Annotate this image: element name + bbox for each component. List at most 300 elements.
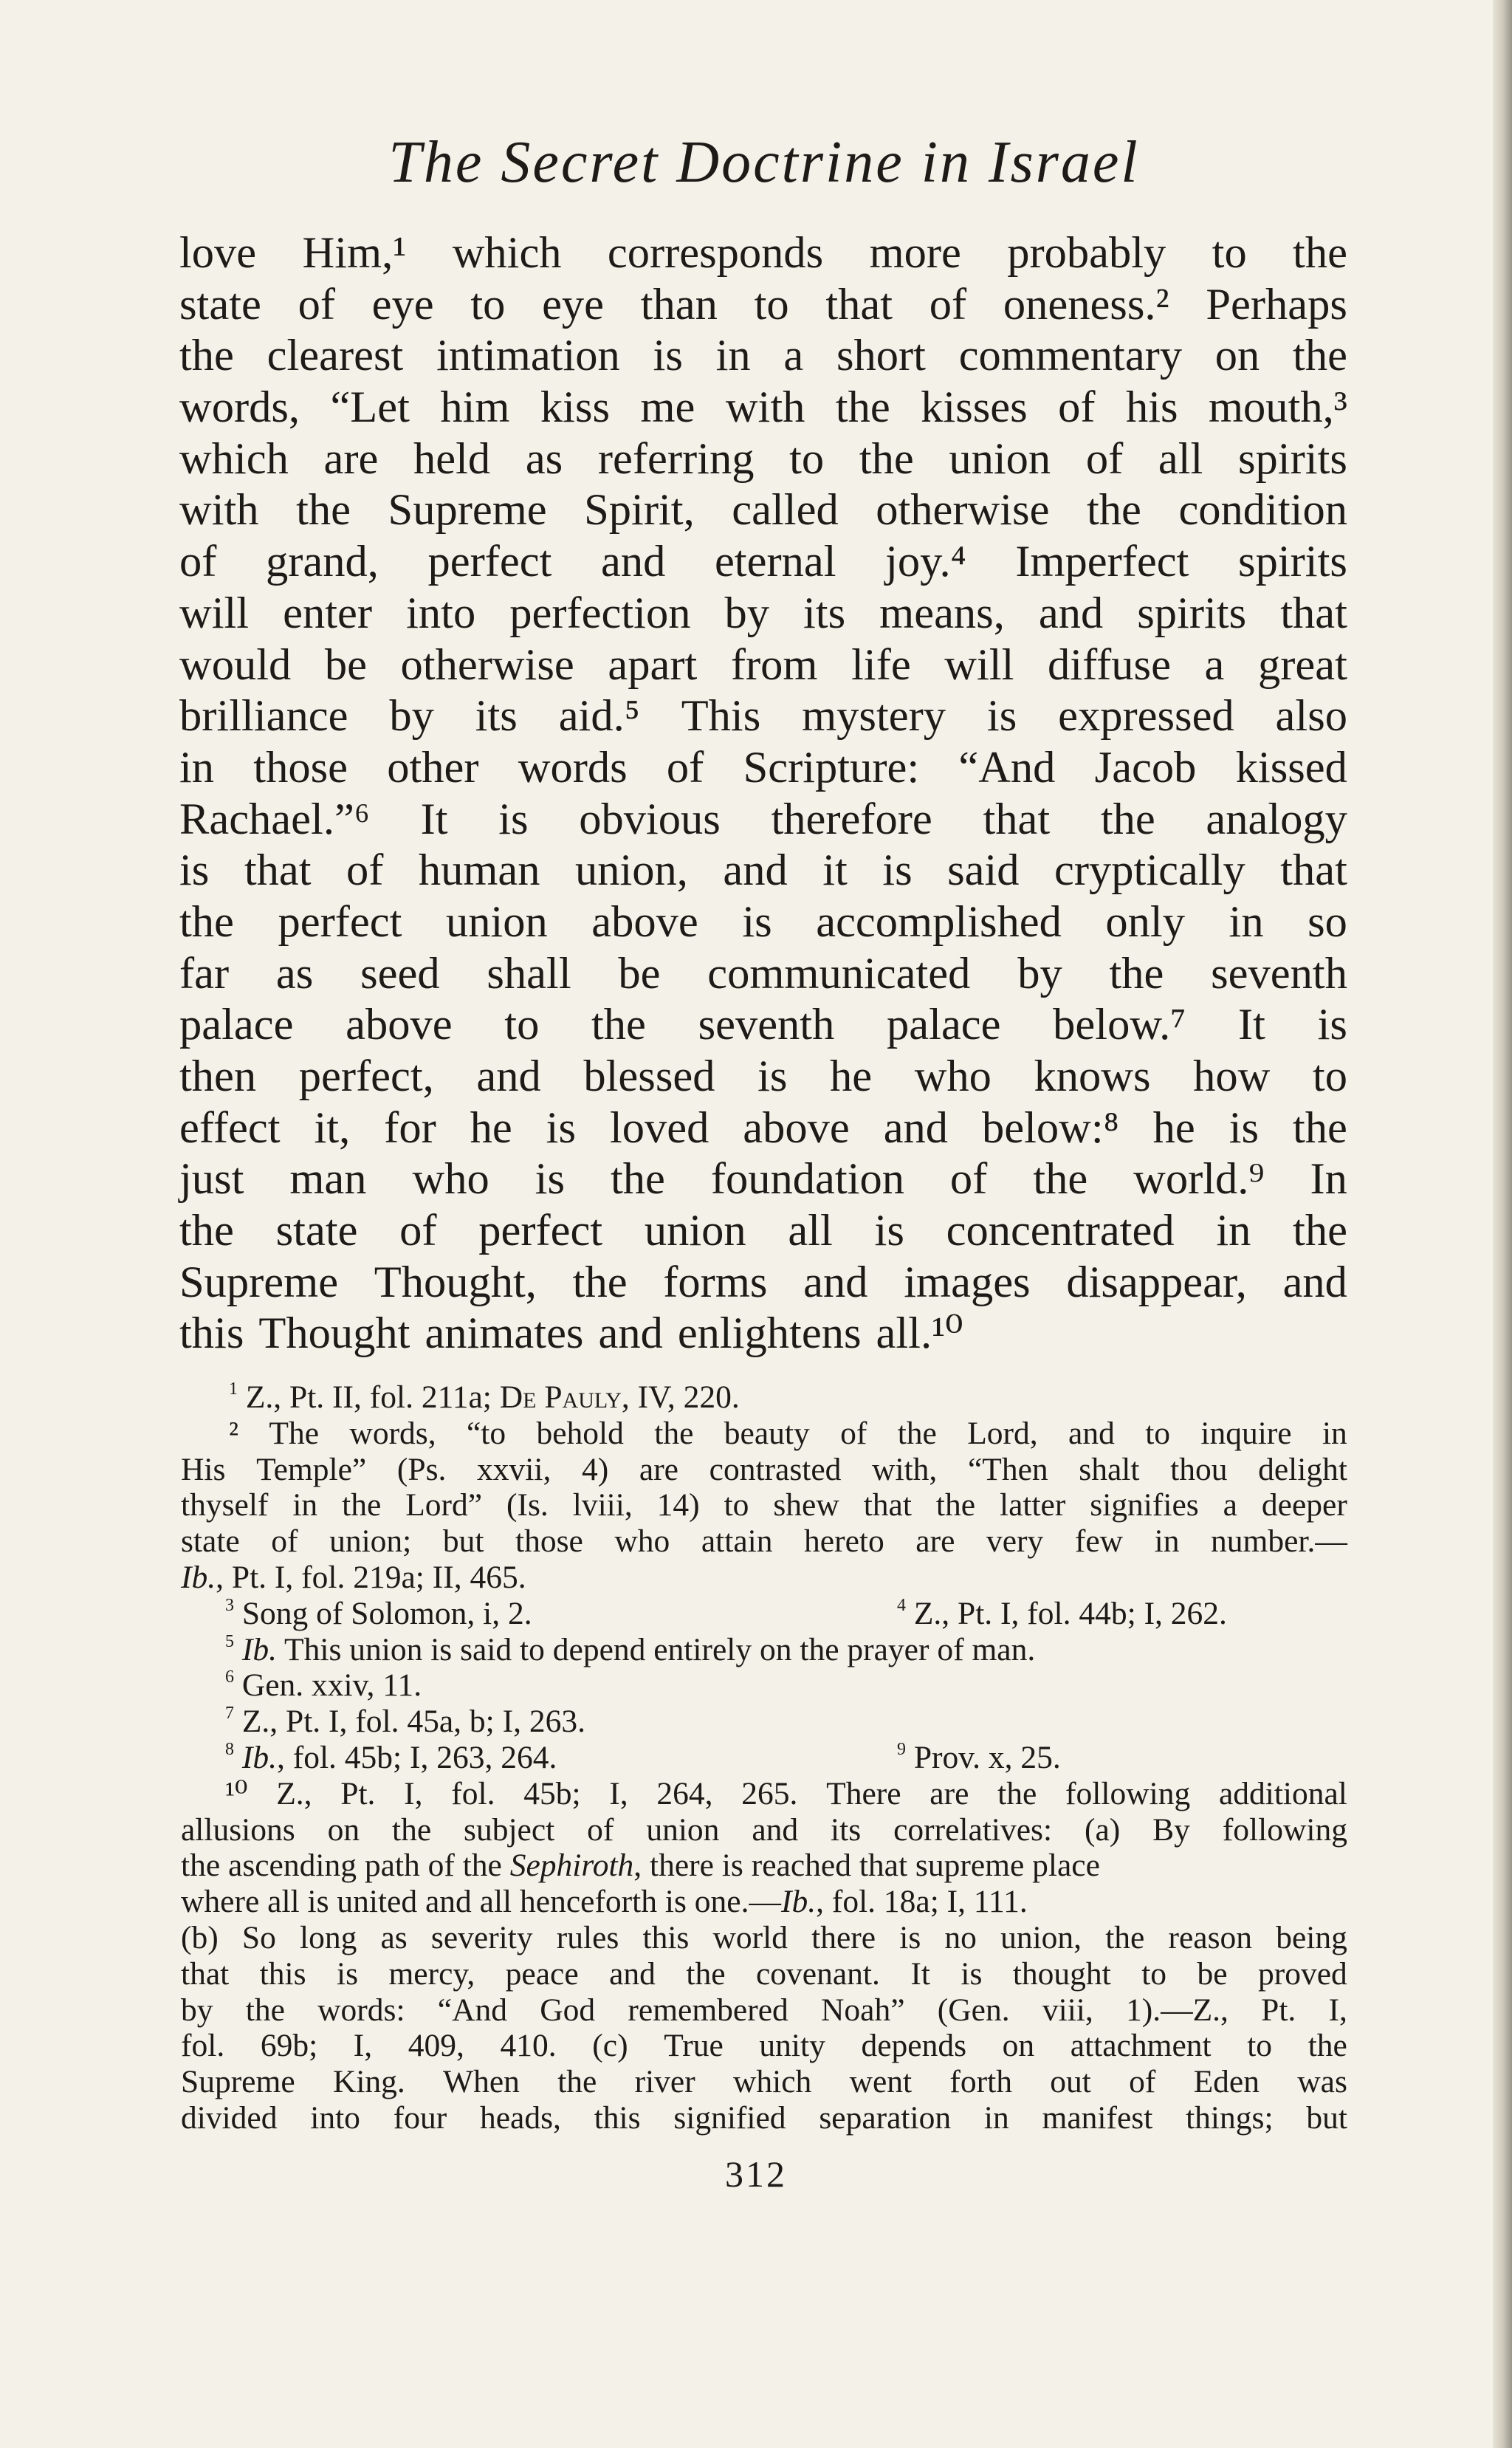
word: with: [725, 383, 805, 433]
word: and: [476, 1052, 541, 1101]
sephiroth-term: Sephiroth: [509, 1848, 634, 1884]
word: of: [840, 1415, 867, 1451]
word: otherwise: [876, 485, 1050, 535]
word: of: [929, 279, 967, 329]
text-line: [179, 896, 1347, 948]
word: he: [830, 1052, 873, 1101]
footnote-line: [181, 1452, 1347, 1488]
word: in: [715, 331, 751, 381]
footnote-10-line: [181, 1812, 1347, 1848]
word: of: [949, 1154, 988, 1204]
word: is: [546, 1103, 577, 1153]
word: intimation: [436, 331, 620, 381]
word: spirits: [1137, 588, 1247, 638]
word: behold: [536, 1415, 624, 1451]
word: In: [1310, 1154, 1347, 1204]
word: union,: [574, 846, 688, 896]
word: in: [1228, 896, 1264, 947]
word: reason: [1168, 1919, 1253, 1955]
footnote-6: $^6$ Gen. xxiv, 11.: [225, 1667, 422, 1704]
word: ¹⁰: [225, 1775, 248, 1811]
word: that: [1280, 588, 1347, 638]
word: is: [899, 1919, 921, 1955]
word: in: [1322, 1415, 1347, 1451]
word: The: [269, 1415, 320, 1451]
word: Lord”: [405, 1487, 483, 1523]
word: enlightens: [677, 1309, 862, 1359]
word: being: [1276, 1919, 1347, 1955]
word: the: [1100, 794, 1155, 844]
word: brilliance: [179, 691, 348, 741]
word: Noah”: [821, 1992, 905, 2028]
word: with: [179, 485, 259, 535]
word: accomplished: [816, 896, 1062, 947]
word: above: [346, 1000, 453, 1050]
word: all.¹⁰: [876, 1309, 963, 1359]
word: to: [1247, 2028, 1273, 2064]
word: following: [1065, 1775, 1191, 1811]
text-line: [179, 845, 1347, 896]
word: (b): [181, 1919, 219, 1955]
word: the: [1307, 2028, 1347, 2064]
word: as: [380, 1919, 408, 1955]
word: only: [1105, 896, 1185, 947]
word: but: [442, 1523, 484, 1560]
word: are: [639, 1451, 678, 1487]
word: to: [1145, 1415, 1171, 1451]
word: corresponds: [607, 228, 824, 278]
word: shew: [773, 1487, 839, 1523]
word: which: [179, 433, 289, 484]
word: of: [587, 1811, 614, 1848]
word: seed: [360, 948, 440, 998]
word: union,: [1000, 1919, 1082, 1955]
word: Thought: [258, 1309, 410, 1359]
word: divided: [181, 2099, 278, 2136]
word: how: [1193, 1052, 1271, 1101]
word: of: [179, 537, 217, 587]
word: held: [413, 433, 491, 484]
text-line: [179, 1205, 1347, 1257]
word: beauty: [724, 1415, 810, 1451]
word: rules: [556, 1919, 619, 1955]
word: deeper: [1261, 1487, 1347, 1523]
word: great: [1257, 640, 1347, 690]
word: I,: [404, 1775, 423, 1811]
word: Perhaps: [1206, 279, 1347, 329]
word: are: [915, 1523, 955, 1560]
word: to: [1141, 1955, 1167, 1992]
footnote-10-line: the ascending path of the Sephiroth, there is reached that supreme place: [181, 1848, 1100, 1884]
word: but: [1306, 2099, 1347, 2136]
word: Imperfect: [1015, 537, 1189, 587]
word: to: [754, 279, 789, 329]
word: (a): [1084, 1811, 1121, 1848]
word: and: [1282, 1257, 1347, 1307]
text-line: [179, 1153, 1347, 1205]
word: it: [822, 846, 848, 896]
word: and: [1038, 588, 1104, 638]
running-title: The Secret Doctrine in Israel: [388, 130, 1140, 195]
word: in: [292, 1487, 318, 1523]
word: no: [944, 1919, 977, 1955]
word: 45b;: [523, 1775, 581, 1811]
word: this: [259, 1955, 306, 1992]
footnote-1: $^1$ Z., Pt. II, fol. 211a; De Pauly, IV, 220.: [229, 1379, 740, 1415]
word: mystery: [802, 691, 946, 741]
word: depends: [861, 2028, 967, 2064]
text-line: [179, 794, 1347, 846]
word: called: [732, 485, 839, 535]
footnote-line: [181, 1920, 1347, 1956]
word: would: [179, 640, 292, 690]
word: perfect: [278, 896, 402, 947]
word: life: [851, 640, 911, 690]
word: Supreme: [388, 485, 547, 535]
word: there: [811, 1919, 876, 1955]
text-line: [179, 742, 1347, 794]
footnote-2: [181, 1416, 1347, 1560]
word: grand,: [266, 537, 379, 587]
footnote-10-line: where all is united and all henceforth is one.—Ib., fol. 18a; I, 111.: [181, 1884, 1028, 1920]
word: is: [337, 1955, 359, 1992]
word: 1).—Z.,: [1125, 1992, 1228, 2028]
word: “to: [466, 1415, 506, 1451]
footnote-line: [181, 1487, 1347, 1523]
word: and: [598, 1309, 663, 1359]
word: is: [757, 1052, 788, 1101]
word: forth: [949, 2064, 1012, 2100]
text-line: [179, 999, 1347, 1051]
word: below.⁷: [1053, 1000, 1186, 1050]
word: additional: [1218, 1775, 1347, 1811]
word: Jacob: [1094, 742, 1197, 792]
footnotes-8-9: $^8$ Ib., fol. 45b; I, 263, 264. $^9$ Prov. x, 25.: [225, 1739, 1061, 1775]
word: images: [904, 1257, 1031, 1307]
word: is: [179, 846, 210, 896]
word: and: [752, 1811, 799, 1848]
word: foundation: [710, 1154, 904, 1204]
word: covenant.: [755, 1955, 880, 1992]
word: signified: [673, 2099, 786, 2136]
word: in: [179, 742, 215, 792]
word: on: [1214, 331, 1260, 381]
word: peace: [505, 1955, 579, 1992]
word: few: [1074, 1523, 1124, 1560]
word: four: [393, 2099, 447, 2136]
word: as: [525, 433, 563, 484]
word: of: [1085, 433, 1124, 484]
word: this: [179, 1309, 244, 1359]
word: who: [412, 1154, 489, 1204]
word: to: [1312, 1052, 1347, 1101]
word: a: [783, 331, 804, 381]
word: which: [733, 2064, 812, 2100]
word: the: [179, 896, 234, 947]
word: Eden: [1193, 2064, 1260, 2100]
word: contrasted: [709, 1451, 842, 1487]
word: Thought,: [374, 1257, 537, 1307]
word: then: [179, 1052, 257, 1101]
word: by: [724, 588, 769, 638]
word: of: [1058, 383, 1096, 433]
word: signifies: [1090, 1487, 1199, 1523]
word: is: [986, 691, 1017, 741]
word: 409,: [408, 2028, 464, 2064]
word: seventh: [1211, 948, 1347, 998]
word: above: [743, 1103, 850, 1153]
word: union;: [329, 1523, 412, 1560]
word: mercy,: [388, 1955, 475, 1992]
word: oneness.²: [1003, 279, 1169, 329]
word: to: [724, 1487, 749, 1523]
word: eye: [542, 279, 605, 329]
word: kiss: [540, 383, 611, 433]
word: forms: [663, 1257, 768, 1307]
footnote-line: [181, 1992, 1347, 2029]
word: the: [1293, 331, 1347, 381]
word: palace: [887, 1000, 1001, 1050]
word: perfect: [427, 537, 552, 587]
word: was: [1297, 2064, 1347, 2100]
footnote-line: [181, 1416, 1347, 1452]
word: went: [849, 2064, 913, 2100]
word: and: [600, 537, 666, 587]
word: a: [1204, 640, 1225, 690]
word: words:: [317, 1992, 405, 2028]
word: latter: [999, 1487, 1066, 1523]
word: those: [253, 742, 348, 792]
word: below:⁸: [981, 1103, 1119, 1153]
word: the: [1109, 948, 1164, 998]
word: union: [646, 1811, 720, 1848]
word: remembered: [628, 1992, 788, 2028]
word: Scripture:: [743, 742, 920, 792]
text-line: [179, 1308, 1347, 1360]
word: is: [961, 1955, 983, 1992]
word: cryptically: [1054, 846, 1245, 896]
word: So: [241, 1919, 276, 1955]
word: other: [387, 742, 479, 792]
word: concentrated: [946, 1206, 1175, 1256]
word: union: [445, 896, 548, 947]
word: fol.: [451, 1775, 495, 1811]
word: it,: [314, 1103, 351, 1153]
word: allusions: [181, 1811, 295, 1848]
word: just: [179, 1154, 244, 1204]
word: so: [1307, 896, 1347, 947]
word: in: [983, 2099, 1009, 2136]
word: the: [1087, 485, 1141, 535]
word: Supreme: [181, 2064, 295, 2100]
word: communicated: [707, 948, 971, 998]
word: above: [591, 896, 698, 947]
author-name: De Pauly: [499, 1379, 622, 1415]
word: clearest: [267, 331, 404, 381]
word: all: [788, 1206, 833, 1256]
word: attain: [701, 1523, 773, 1560]
word: words: [518, 742, 628, 792]
footnotes-3-4: $^3$ Song of Solomon, i, 2. $^4$ Z., Pt. I, fol. 44b; I, 262.: [225, 1595, 1227, 1631]
word: eye: [371, 279, 434, 329]
word: God: [540, 1992, 596, 2028]
word: to: [470, 279, 506, 329]
word: shall: [487, 948, 571, 998]
word: It: [1237, 1000, 1265, 1050]
word: otherwise: [400, 640, 574, 690]
word: than: [640, 279, 718, 329]
word: Him,¹: [302, 228, 407, 278]
word: him: [440, 383, 510, 433]
word: a: [1223, 1487, 1237, 1523]
word: blessed: [583, 1052, 715, 1101]
word: is: [1228, 1103, 1260, 1153]
word: and: [723, 846, 788, 896]
word: that: [181, 1955, 230, 1992]
text-line: [179, 640, 1347, 691]
word: 69b;: [260, 2028, 318, 2064]
word: very: [986, 1523, 1044, 1560]
word: long: [300, 1919, 357, 1955]
word: It: [420, 794, 448, 844]
page-edge-shadow: [1493, 0, 1512, 2448]
word: proved: [1258, 1955, 1347, 1992]
word: thought: [1012, 1955, 1111, 1992]
word: of: [1129, 2064, 1156, 2100]
word: 4): [581, 1451, 609, 1487]
word: By: [1152, 1811, 1190, 1848]
footnote-line: [181, 2064, 1347, 2100]
text-line: [179, 382, 1347, 433]
word: as: [275, 948, 314, 998]
word: knows: [1034, 1052, 1151, 1101]
word: far: [179, 948, 230, 998]
text-line: [179, 484, 1347, 536]
word: It: [910, 1955, 930, 1992]
word: the: [1033, 1154, 1088, 1204]
word: Z.,: [276, 1775, 312, 1811]
word: into: [310, 2099, 360, 2136]
word: the: [1105, 1919, 1145, 1955]
word: will: [179, 588, 250, 638]
word: viii,: [1042, 1992, 1093, 2028]
word: Pt.: [340, 1775, 376, 1811]
word: that: [863, 1487, 912, 1523]
word: the: [1293, 228, 1347, 278]
word: commentary: [958, 331, 1183, 381]
word: of: [346, 846, 384, 896]
word: its: [803, 588, 846, 638]
word: the: [591, 1000, 646, 1050]
word: joy.⁴: [885, 537, 966, 587]
word: perfect: [478, 1206, 603, 1256]
word: this: [594, 2099, 641, 2136]
word: for: [384, 1103, 436, 1153]
word: of: [271, 1523, 298, 1560]
word: man: [289, 1154, 367, 1204]
word: the: [935, 1487, 976, 1523]
word: the: [391, 1811, 432, 1848]
word: When: [443, 2064, 520, 2100]
word: thou: [1170, 1451, 1228, 1487]
word: the: [997, 1775, 1037, 1811]
word: world.⁹: [1133, 1154, 1265, 1204]
word: be: [618, 948, 661, 998]
word: in: [1216, 1206, 1251, 1256]
word: unity: [759, 2028, 825, 2064]
word: which: [452, 228, 562, 278]
text-line: [179, 433, 1347, 485]
word: state: [179, 279, 261, 329]
word: King.: [332, 2064, 405, 2100]
text-line: [179, 1103, 1347, 1154]
word: are: [929, 1775, 969, 1811]
word: 264,: [656, 1775, 713, 1811]
word: effect: [179, 1103, 281, 1153]
word: is: [742, 896, 772, 947]
body-text: [179, 227, 1347, 1360]
footnote-5: $^5$ Ib. This union is said to depend entirely on the prayer of man.: [225, 1631, 1036, 1667]
word: Lord,: [967, 1415, 1038, 1451]
word: ²: [229, 1415, 239, 1451]
word: his: [1125, 383, 1178, 433]
text-line: [179, 1257, 1347, 1309]
word: union: [644, 1206, 746, 1256]
word: seventh: [698, 1000, 835, 1050]
word: from: [730, 640, 818, 690]
word: is: [535, 1154, 566, 1204]
word: the: [557, 2064, 597, 2100]
footnote-line: [181, 2028, 1347, 2064]
word: “Let: [330, 383, 410, 433]
word: its: [475, 691, 518, 741]
word: I,: [1328, 1992, 1347, 2028]
footnotes: [181, 1379, 1347, 2136]
word: its: [831, 1811, 862, 1848]
word: “And: [958, 742, 1056, 792]
footnote-line: [181, 1523, 1347, 1560]
word: probably: [1007, 228, 1166, 278]
word: separation: [819, 2099, 952, 2136]
word: the: [835, 383, 890, 433]
word: (Is.: [506, 1487, 549, 1523]
word: (Ps.: [396, 1451, 447, 1487]
text-line: [179, 948, 1347, 1000]
footnote-10-rest: [181, 1920, 1347, 2136]
word: manifest: [1042, 2099, 1153, 2136]
word: aid.⁵: [558, 691, 640, 741]
word: love: [179, 228, 257, 278]
word: to: [1212, 228, 1247, 278]
word: the: [245, 1992, 285, 2028]
word: loved: [609, 1103, 709, 1153]
word: to: [789, 433, 825, 484]
word: those: [515, 1523, 583, 1560]
footnote-7: $^7$ Z., Pt. I, fol. 45a, b; I, 263.: [225, 1704, 585, 1740]
word: enter: [283, 588, 373, 638]
word: by: [1017, 948, 1062, 998]
word: hereto: [804, 1523, 884, 1560]
footnote-line: [181, 1956, 1347, 1992]
word: union: [949, 433, 1051, 484]
word: the: [897, 1415, 937, 1451]
word: who: [614, 1523, 670, 1560]
word: will: [944, 640, 1014, 690]
word: is: [1317, 1000, 1347, 1050]
word: who: [914, 1052, 992, 1101]
word: words,: [179, 383, 300, 433]
word: is: [653, 331, 683, 381]
